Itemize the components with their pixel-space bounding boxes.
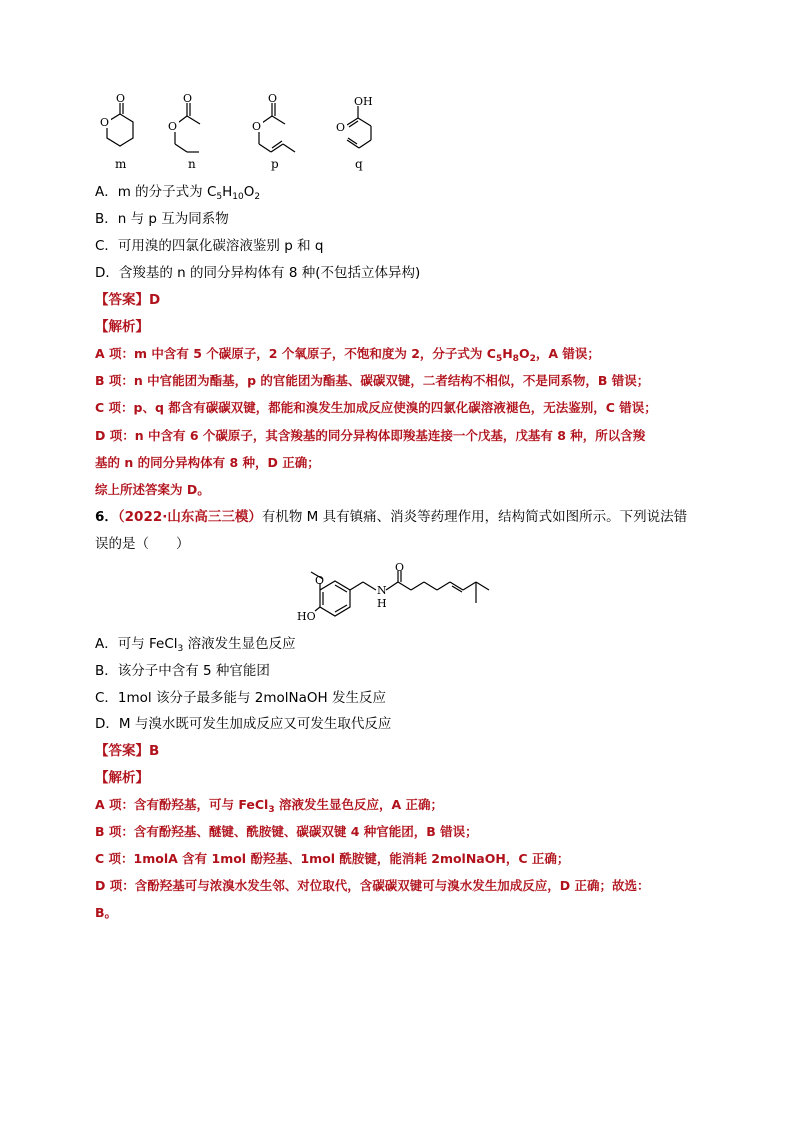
q6-option-d: D．M 与溴水既可发生加成反应又可发生取代反应	[95, 716, 392, 732]
structure-n	[167, 92, 200, 171]
q-carbonyl-oxygen: O	[336, 121, 346, 134]
q6-analysis-label: 【解析】	[95, 770, 149, 786]
analysis-a-text: A 项：m 中含有 5 个碳原子，2 个氧原子，不饱和度为 2，分子式为 C	[95, 346, 496, 361]
q6-analysis-c: C 项：1molA 含有 1mol 酚羟基、1mol 酰胺键，能消耗 2molNaOH，C 正确；	[95, 851, 570, 866]
answer-label: 【答案】	[95, 743, 149, 759]
m-ring-oxygen: O	[100, 116, 110, 129]
amide-nitrogen: N	[377, 584, 387, 597]
label-p: p	[271, 157, 279, 171]
q5-option-b: B．n 与 p 互为同系物	[95, 211, 229, 227]
label-q: q	[355, 157, 363, 171]
q5-analysis-label: 【解析】	[95, 319, 149, 335]
structures-m-n-p-q	[95, 92, 395, 172]
answer-label: 【答案】	[95, 292, 149, 308]
analysis-a-text: A 项：含有酚羟基，可与 FeCl	[95, 797, 269, 812]
q6-analysis-a	[95, 795, 443, 815]
q6-answer	[95, 741, 159, 761]
q6-stem-line2: 误的是（ ）	[95, 536, 190, 552]
q5-option-a-o: O	[243, 184, 255, 200]
q6-analysis-d-line1: D 项：含酚羟基可与浓溴水发生邻、对位取代，含碳碳双键可与溴水发生加成反应，D 正确；故选：	[95, 878, 650, 893]
sub: 10	[232, 192, 244, 202]
sub: 5	[495, 354, 503, 364]
label-n: n	[188, 157, 196, 171]
label-m: m	[115, 157, 127, 171]
q6-option-a-post: 溶液发生显色反应	[183, 636, 296, 652]
hydroxyl-group: HO	[297, 610, 316, 623]
analysis-a-post: 溶液发生显色反应，A 正确；	[274, 797, 444, 812]
analysis-a-h: H	[502, 346, 513, 361]
q5-option-c: C．可用溴的四氯化碳溶液鉴别 p 和 q	[95, 238, 324, 254]
q6-option-a-text: A．可与 FeCl	[95, 636, 178, 652]
q5-analysis-c: C 项：p、q 都含有碳碳双键，都能和溴发生加成反应使溴的四氯化碳溶液褪色，无法鉴别，C 错误；	[95, 400, 657, 415]
sub: 2	[529, 354, 536, 364]
sub: 3	[177, 644, 184, 654]
q5-option-d: D．含羧基的 n 的同分异构体有 8 种(不包括立体异构)	[95, 265, 421, 281]
q6-option-a	[95, 634, 296, 654]
methoxy-oxygen: O	[315, 574, 325, 587]
structure-m-capsaicin	[295, 563, 505, 633]
amide-hydrogen: H	[377, 597, 387, 610]
q5-analysis-d-line2: 基的 n 的同分异构体有 8 种，D 正确；	[95, 455, 320, 470]
answer-value: B	[149, 743, 160, 759]
q6-analysis-d-line2: B。	[95, 905, 118, 920]
sub: 3	[268, 805, 275, 815]
carbonyl-oxygen: O	[395, 563, 405, 574]
q-hydroxyl: OH	[354, 95, 373, 108]
q6-stem-line1	[95, 507, 687, 527]
m-carbonyl-oxygen: O	[116, 92, 126, 105]
structure-q	[335, 95, 373, 171]
q5-answer	[95, 290, 160, 310]
structure-m	[99, 92, 133, 171]
structure-p	[251, 92, 295, 171]
p-ester-oxygen: O	[252, 120, 262, 133]
q6-analysis-b: B 项：含有酚羟基、醚键、酰胺键、碳碳双键 4 种官能团，B 错误；	[95, 824, 478, 839]
answer-value: D	[149, 292, 161, 308]
p-carbonyl-oxygen: O	[268, 92, 278, 105]
n-carbonyl-oxygen: O	[183, 92, 193, 105]
question-stem: 有机物 M 具有镇痛、消炎等药理作用，结构简式如图所示。下列说法错	[261, 509, 688, 525]
q5-analysis-b: B 项：n 中官能团为酯基，p 的官能团为酯基、碳碳双键，二者结构不相似，不是同系物，B 错误；	[95, 373, 650, 388]
q5-analysis-d-line1: D 项：n 中含有 6 个碳原子，其含羧基的同分异构体即羧基连接一个戊基，戊基有 8 种，所以含羧	[95, 428, 646, 443]
n-ester-oxygen: O	[168, 120, 178, 133]
sub: 8	[512, 354, 519, 364]
q5-option-a-h: H	[222, 184, 233, 200]
q5-option-a	[95, 182, 260, 202]
analysis-a-post: ，A 错误；	[535, 346, 600, 361]
q6-option-b: B．该分子中含有 5 种官能团	[95, 663, 270, 679]
q5-option-a-text: A．m 的分子式为 C	[95, 184, 217, 200]
q5-analysis-summary: 综上所述答案为 D。	[95, 482, 210, 497]
question-number: 6．	[95, 509, 118, 525]
question-source: （2022·山东高三三模）	[117, 509, 262, 525]
q6-option-c: C．1mol 该分子最多能与 2molNaOH 发生反应	[95, 690, 386, 706]
sub: 5	[216, 192, 223, 202]
sub: 2	[254, 192, 261, 202]
q5-analysis-a	[95, 344, 600, 364]
analysis-a-o: O	[518, 346, 530, 361]
